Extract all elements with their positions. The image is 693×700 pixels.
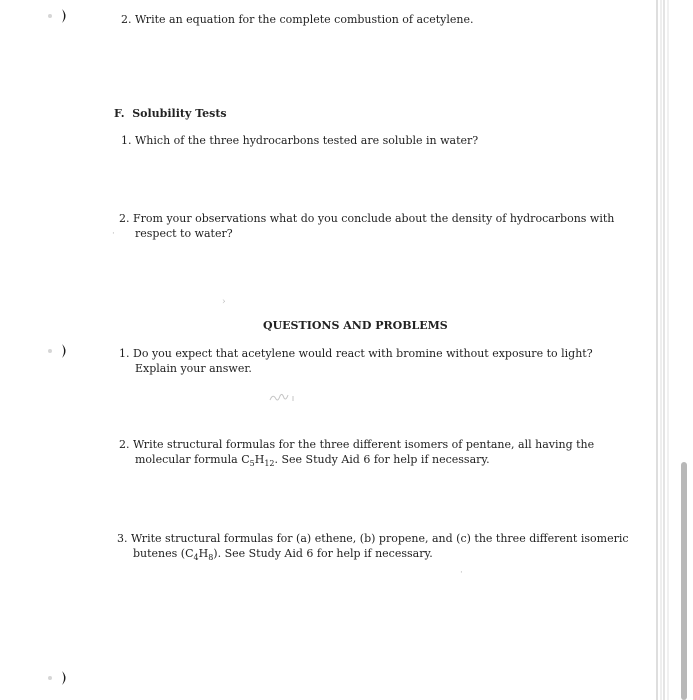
problem-1 <box>119 346 593 361</box>
question-text-line-1: Write structural formulas for (a) ethene, (b) propene, and (c) the three different isomeric <box>131 532 629 545</box>
punch-hole-icon <box>42 668 72 688</box>
problem-2-cont <box>135 452 490 471</box>
question-text-line-1: From your observations what do you conclude about the density of hydrocarbons with <box>133 212 615 225</box>
section-title: Solubility Tests <box>132 107 227 120</box>
formula-text: molecular formula C <box>135 453 250 466</box>
question-text: Write an equation for the complete combustion of acetylene. <box>135 13 474 26</box>
stray-mark: · <box>112 229 115 239</box>
subscript: 12 <box>264 459 275 469</box>
solubility-question-2 <box>119 211 614 226</box>
problem-2 <box>119 437 594 452</box>
formula-text: butenes (C <box>133 547 194 560</box>
problem-3 <box>117 531 629 546</box>
question-text-line-2: respect to water? <box>135 227 233 240</box>
pencil-scribble <box>268 390 298 404</box>
question-number: 1. <box>121 134 132 147</box>
punch-hole-icon <box>42 341 72 361</box>
problem-3-cont <box>133 546 433 565</box>
questions-problems-heading: QUESTIONS AND PROBLEMS <box>263 319 448 332</box>
section-f-heading <box>114 106 227 121</box>
question-number: 2. <box>119 212 130 225</box>
question-text-line-1: Do you expect that acetylene would react with bromine without exposure to light? <box>133 347 593 360</box>
stray-mark: · <box>460 568 463 578</box>
problem-1-cont <box>135 361 252 376</box>
subscript: 4 <box>193 553 199 563</box>
formula-text: H <box>198 547 209 560</box>
subscript: 8 <box>208 553 214 563</box>
question-number: 2. <box>121 13 132 26</box>
solubility-question-1 <box>121 133 478 148</box>
question-text: Which of the three hydrocarbons tested are soluble in water? <box>135 134 479 147</box>
formula-text: H <box>254 453 265 466</box>
question-text-line-2: Explain your answer. <box>135 362 252 375</box>
stray-mark: › <box>222 297 226 307</box>
question-number: 3. <box>117 532 128 545</box>
scrollbar-thumb[interactable] <box>681 462 687 700</box>
formula-text: . See Study Aid 6 for help if necessary. <box>274 453 490 466</box>
formula-text: ). See Study Aid 6 for help if necessary. <box>213 547 433 560</box>
question-number: 1. <box>119 347 130 360</box>
question-number: 2. <box>119 438 130 451</box>
punch-hole-icon <box>42 6 72 26</box>
section-letter: F. <box>114 107 125 120</box>
subscript: 5 <box>249 459 255 469</box>
question-2-prev <box>121 12 473 27</box>
question-text-line-1: Write structural formulas for the three different isomers of pentane, all having the <box>133 438 595 451</box>
solubility-question-2-cont <box>135 226 233 241</box>
